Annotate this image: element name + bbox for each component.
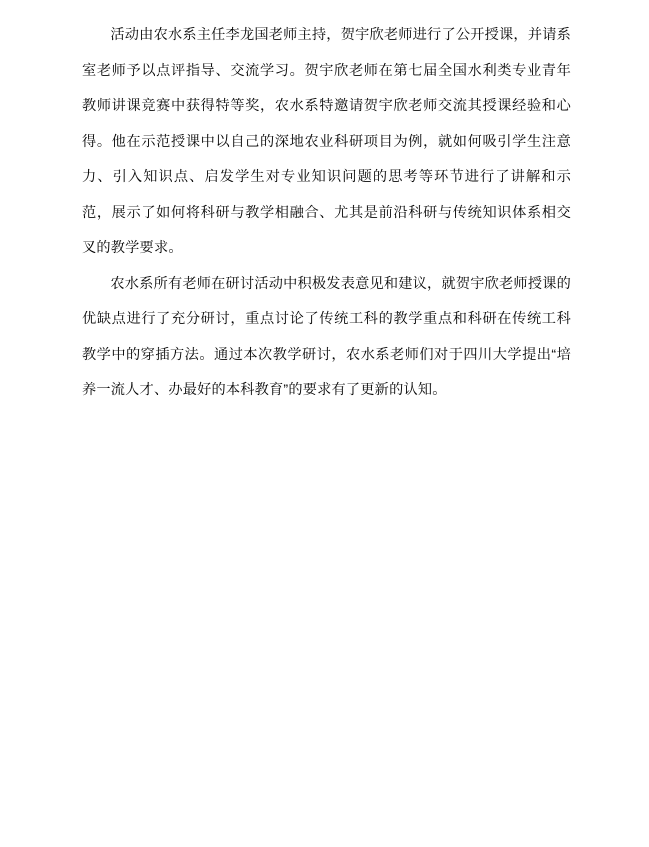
paragraph-2: 农水系所有老师在研讨活动中积极发表意见和建议，就贺宇欣老师授课的优缺点进行了充分研讨，重点讨论了传统工科的教学重点和科研在传统工科教学中的穿插方法。通过本次教学研讨，农水系老师们对于四川大学提出“培养一流人才、办最好的本科教育”的要求有了更新的认知。 — [82, 275, 571, 398]
document-body — [82, 18, 571, 409]
paragraph-1: 活动由农水系主任李龙国老师主持，贺宇欣老师进行了公开授课，并请系室老师予以点评指导、交流学习。贺宇欣老师在第七届全国水利类专业青年教师讲课竞赛中获得特等奖，农水系特邀请贺宇欣老师交流其授课经验和心得。他在示范授课中以自己的深地农业科研项目为例，就如何吸引学生注意力、引入知识点、启发学生对专业知识问题的思考等环节进行了讲解和示范，展示了如何将科研与教学相融合、尤其是前沿科研与传统知识体系相交叉的教学要求。 — [82, 27, 571, 256]
